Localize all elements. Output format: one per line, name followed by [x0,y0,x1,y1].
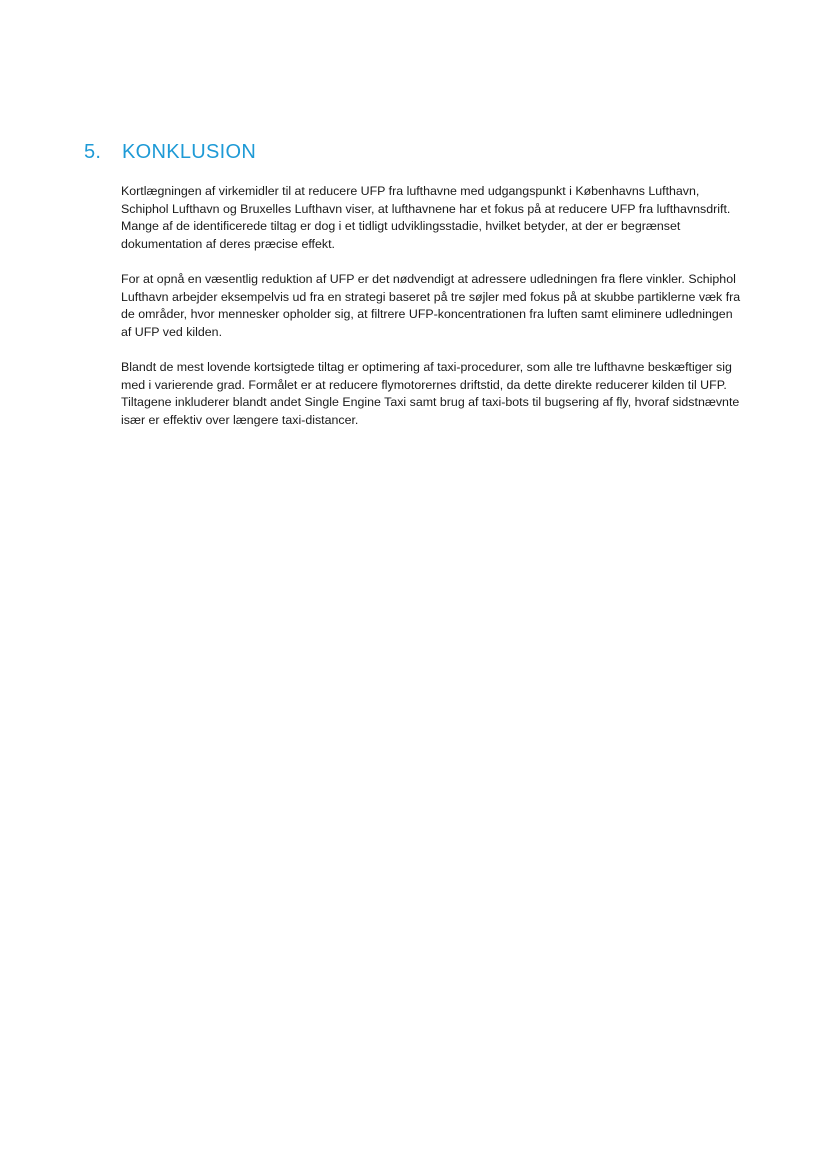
section-heading [84,140,256,164]
paragraph-2: For at opnå en væsentlig reduktion af UFP er det nødvendigt at adressere udledningen fra flere vinkler. Schiphol Lufthavn arbejder eksempelvis ud fra en strategi baseret på tre søjler med fokus på at skubbe partiklerne væk fra de områder, hvor mennesker opholder sig, at filtrere UFP-koncentrationen fra luften samt eliminere udledningen af UFP ved kilden. [121,271,741,339]
section-body [121,183,746,447]
paragraph-1: Kortlægningen af virkemidler til at reducere UFP fra lufthavne med udgangspunkt i Københavns Lufthavn, Schiphol Lufthavn og Bruxelles Lufthavn viser, at lufthavnene har et fokus på at reducere UFP fra lufthavnsdrift. Mange af de identificerede tiltag er dog i et tidligt udviklingsstadie, hvilket betyder, at der er begrænset dokumentation af deres præcise effekt. [121,184,731,251]
paragraph-3: Blandt de mest lovende kortsigtede tiltag er optimering af taxi-procedurer, som alle tre lufthavne beskæftiger sig med i varierende grad. Formålet er at reducere flymotorernes driftstid, da dette direkte reducerer kilden til UFP. Tiltagene inkluderer blandt andet Single Engine Taxi samt brug af taxi-bots til bugsering af fly, hvoraf sidstnævnte især er effektiv over længere taxi-distancer. [121,359,740,427]
section-title: KONKLUSION [122,141,257,163]
section-number: 5. [84,141,102,163]
